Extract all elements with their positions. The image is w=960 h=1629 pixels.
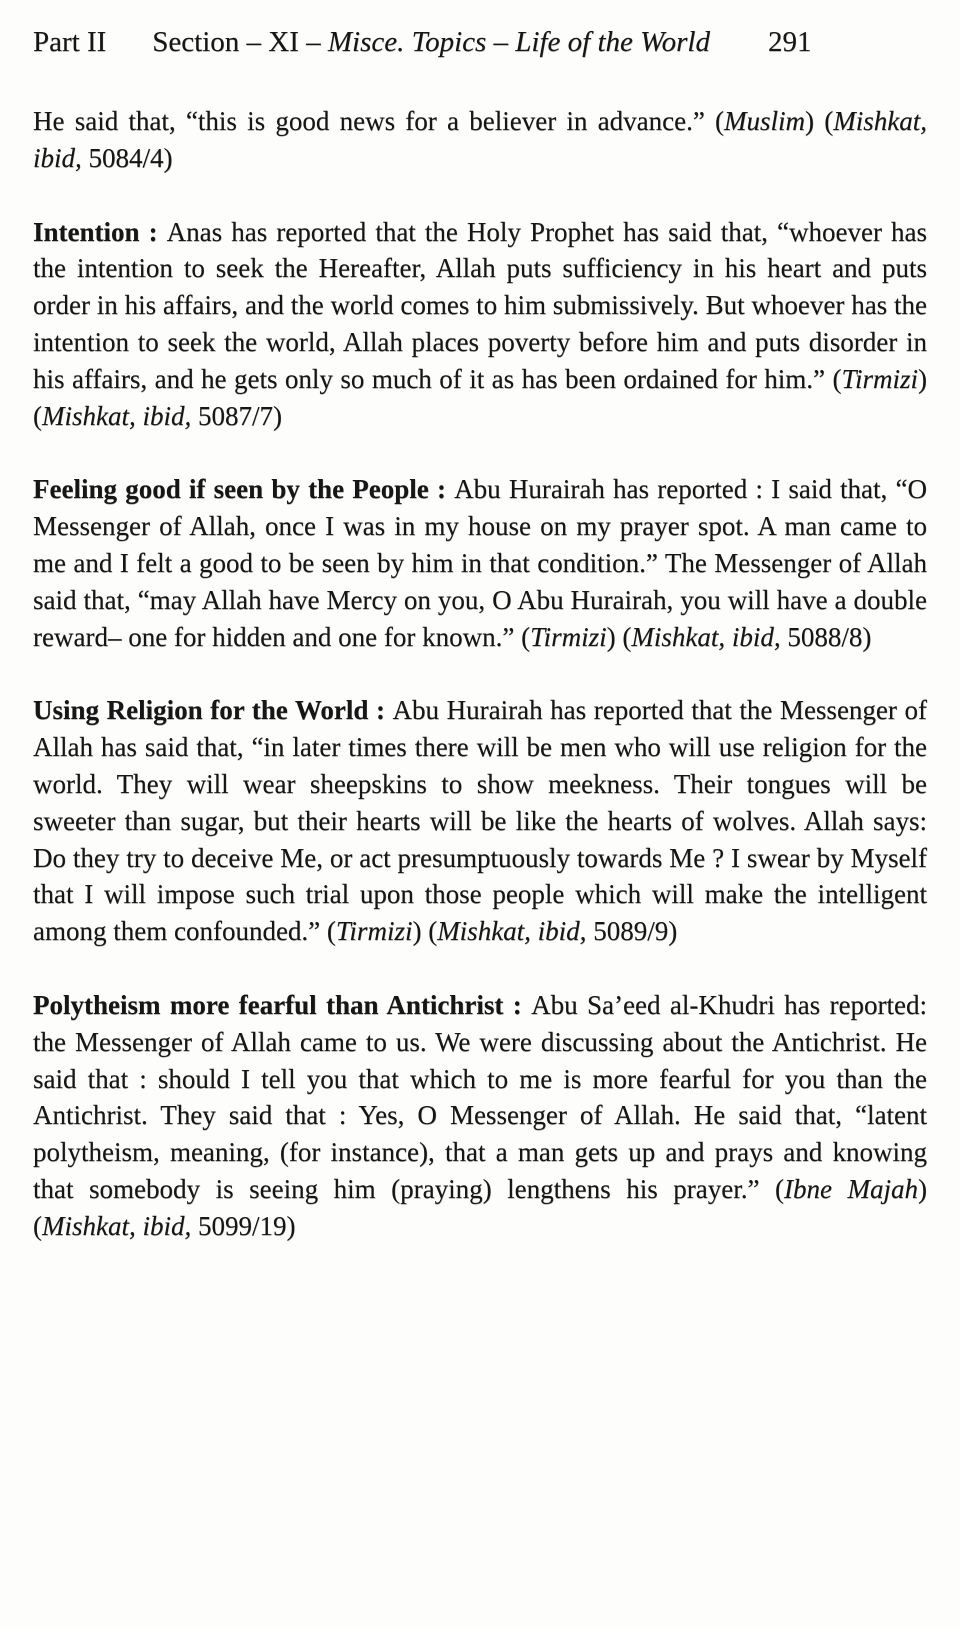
document-body [33,103,927,1245]
paragraph-text: ) ( [805,106,834,136]
citation-italic: Tirmizi [530,621,607,652]
paragraph-heading: Feeling good if seen by the People : [33,474,455,505]
paragraph-text: ) ( [33,363,927,431]
header-section-title: Misce. Topics – Life of the World [327,26,710,58]
citation-italic: Ibne Majah [783,1173,918,1204]
paragraph-text: ) ( [33,1173,927,1241]
header-page-number: 291 [768,26,812,58]
paragraph [33,103,927,177]
citation-italic: Muslim [724,106,806,136]
paragraph-heading: Intention : [33,216,167,247]
paragraph [33,692,927,950]
citation-italic: Mishkat, ibid, [631,621,781,652]
header-part-label: Part II [33,26,107,58]
citation-italic: Tirmizi [841,363,918,394]
citation-italic: Mishkat, ibid, [33,106,928,173]
page-header [33,26,927,59]
citation-italic: Tirmizi [335,916,413,947]
paragraph-text: He said that, “this is good news for a believer in advance.” ( [33,106,725,136]
citation-italic: Mishkat, ibid, [42,1210,192,1241]
paragraph-text: 5084/4) [81,142,173,173]
paragraph-text: ) ( [606,621,632,652]
paragraph-text: Abu Hurairah has reported : I said that, “O Messenger of Allah, once I was in my house on my prayer spot. A man came to me and I felt a good to be seen by him in that condition.” The Messenger of Allah said that, “may Allah have Mercy on you, O Abu Hurairah, you will have a double reward– one for hidden and one for known.” ( [33,474,927,652]
paragraph-text: Anas has reported that the Holy Prophet has said that, “whoever has the intention to seek the Hereafter, Allah puts sufficiency in his heart and puts order in his affairs, and the world comes to him submissively. But whoever has the intention to seek the world, Allah places poverty before him and puts disorder in his affairs, and he gets only so much of it as has been ordained for him.” ( [33,216,928,394]
citation-italic: Mishkat, ibid, [42,400,192,431]
paragraph [33,987,927,1245]
paragraph-text: ) ( [412,916,438,947]
paragraph-heading: Using Religion for the World : [33,695,393,726]
paragraph-text: 5087/7) [191,400,282,431]
paragraph-text: 5099/19) [191,1210,296,1241]
paragraph [33,214,927,435]
paragraph-text: 5088/8) [780,621,872,652]
paragraph [33,471,927,655]
paragraph-text: 5089/9) [586,916,678,947]
citation-italic: Mishkat, ibid, [437,916,587,947]
paragraph-text: Abu Hurairah has reported that the Messenger of Allah has said that, “in later times there will be men who will use religion for the world. They will wear sheepskins to show meekness. Their tongues will be sweeter than sugar, but their hearts will be like the hearts of wolves. Allah says: Do they try to deceive Me, or act presumptuously towards Me ? I swear by Myself that I will impose such trial upon those people which will make the intelligent among them confounded.” ( [33,695,927,947]
paragraph-heading: Polytheism more fearful than Antichrist : [33,989,532,1020]
paragraph-text: Abu Sa’eed al-Khudri has reported: the Messenger of Allah came to us. We were discussing about the Antichrist. He said that : should I tell you that which to me is more fearful for you than the Antichrist. They said that : Yes, O Messenger of Allah. He said that, “latent polytheism, meaning, (for instance), that a man gets up and prays and knowing that somebody is seeing him (praying) lengthens his prayer.” ( [33,989,927,1204]
header-section-label: Section – XI – [152,26,328,58]
